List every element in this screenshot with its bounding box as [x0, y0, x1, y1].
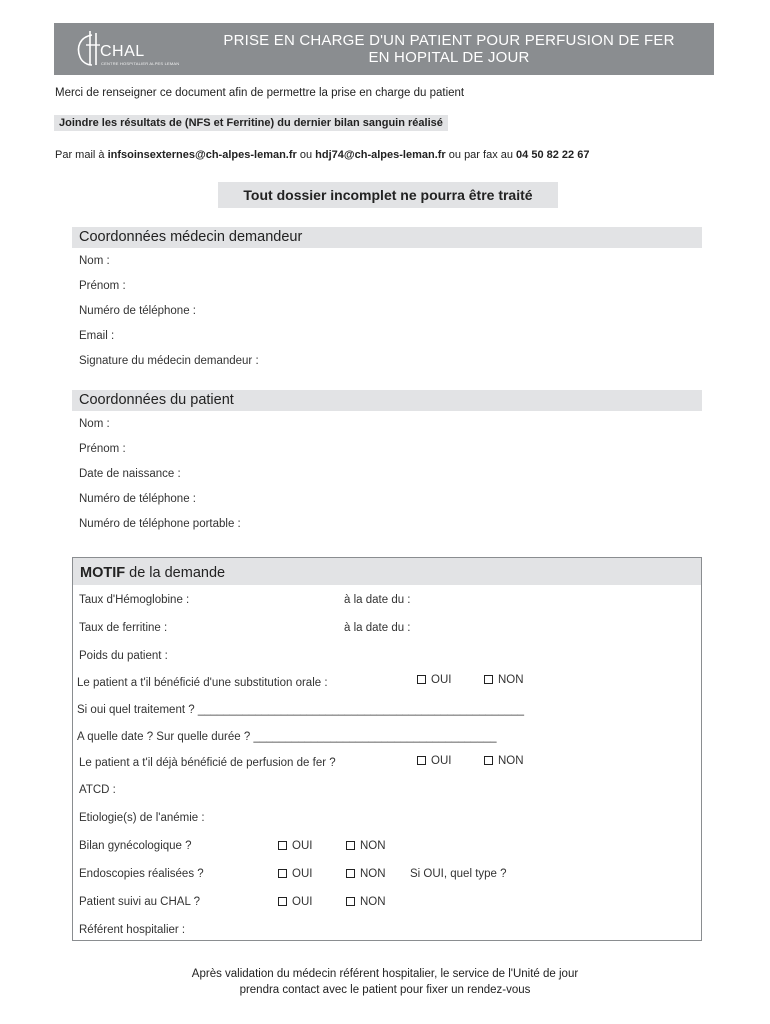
document-header [54, 23, 714, 75]
checkbox-icon[interactable] [278, 869, 287, 878]
checkbox-icon[interactable] [278, 841, 287, 850]
perfusion-non-option[interactable]: NON [484, 755, 524, 767]
suivi-oui-option[interactable]: OUI [278, 896, 312, 908]
perfusion-oui-option[interactable]: OUI [417, 755, 451, 767]
medecin-email-field[interactable]: Email : [79, 330, 115, 342]
etiologie-field[interactable]: Etiologie(s) de l'anémie : [79, 812, 205, 824]
checkbox-icon[interactable] [346, 897, 355, 906]
ferritine-date-field[interactable]: à la date du : [344, 622, 411, 634]
endoscopies-question: Endoscopies réalisées ? [79, 868, 204, 880]
substitution-oui-option[interactable]: OUI [417, 674, 451, 686]
bilan-non-option[interactable]: NON [346, 840, 386, 852]
motif-section [72, 557, 702, 941]
checkbox-icon[interactable] [346, 841, 355, 850]
medecin-prenom-field[interactable]: Prénom : [79, 280, 126, 292]
page-title [194, 32, 704, 66]
suivi-non-option[interactable]: NON [346, 896, 386, 908]
fax-number: 04 50 82 22 67 [516, 149, 590, 161]
email-link-1[interactable]: infsoinsexternes@ch-alpes-leman.fr [107, 149, 297, 161]
logo-subtitle: CENTRE HOSPITALIER ALPES LEMAN [101, 61, 180, 66]
substitution-non-option[interactable]: NON [484, 674, 524, 686]
checkbox-icon[interactable] [484, 675, 493, 684]
endoscopies-type-field[interactable]: Si OUI, quel type ? [410, 868, 507, 880]
endoscopies-oui-option[interactable]: OUI [278, 868, 312, 880]
traitement-field[interactable]: Si oui quel traitement ? ___________________________________________________ [77, 704, 525, 716]
patient-nom-field[interactable]: Nom : [79, 418, 110, 430]
footer-line-2: prendra contact avec le patient pour fixer un rendez-vous [239, 984, 531, 996]
contact-prefix: Par mail à [55, 149, 108, 161]
title-line-1: PRISE EN CHARGE D'UN PATIENT POUR PERFUSION DE FER [223, 32, 675, 49]
medecin-telephone-field[interactable]: Numéro de téléphone : [79, 305, 196, 317]
checkbox-icon[interactable] [346, 869, 355, 878]
chal-logo [70, 29, 180, 69]
logo-name: CHAL [100, 43, 145, 60]
patient-naissance-field[interactable]: Date de naissance : [79, 468, 181, 480]
medecin-signature-field[interactable]: Signature du médecin demandeur : [79, 355, 259, 367]
motif-title: MOTIF de la demande [73, 558, 701, 585]
email-link-2[interactable]: hdj74@ch-alpes-leman.fr [315, 149, 446, 161]
medecin-nom-field[interactable]: Nom : [79, 255, 110, 267]
bilan-question: Bilan gynécologique ? [79, 840, 192, 852]
incomplete-warning: Tout dossier incomplet ne pourra être traité [218, 182, 558, 208]
substitution-question: Le patient a t'il bénéficié d'une substitution orale : [77, 677, 328, 689]
atcd-field[interactable]: ATCD : [79, 784, 116, 796]
intro-text: Merci de renseigner ce document afin de permettre la prise en charge du patient [55, 87, 465, 99]
checkbox-icon[interactable] [278, 897, 287, 906]
footer-line-1: Après validation du médecin référent hospitalier, le service de l'Unité de jour [191, 968, 579, 980]
poids-field[interactable]: Poids du patient : [79, 650, 168, 662]
perfusion-question: Le patient a t'il déjà bénéficié de perfusion de fer ? [79, 757, 336, 769]
attach-note: Joindre les résultats de (NFS et Ferritine) du dernier bilan sanguin réalisé [54, 115, 448, 131]
patient-telephone-field[interactable]: Numéro de téléphone : [79, 493, 196, 505]
hemoglobine-date-field[interactable]: à la date du : [344, 594, 411, 606]
checkbox-icon[interactable] [484, 756, 493, 765]
patient-prenom-field[interactable]: Prénom : [79, 443, 126, 455]
suivi-question: Patient suivi au CHAL ? [79, 896, 201, 908]
section-medecin-title: Coordonnées médecin demandeur [72, 227, 702, 248]
contact-fax-text: ou par fax au [445, 149, 517, 161]
checkbox-icon[interactable] [417, 756, 426, 765]
patient-portable-field[interactable]: Numéro de téléphone portable : [79, 518, 241, 530]
contact-sep: ou [296, 149, 316, 161]
title-line-2: EN HOPITAL DE JOUR [368, 49, 530, 66]
section-patient-title: Coordonnées du patient [72, 390, 702, 411]
referent-field[interactable]: Référent hospitalier : [79, 924, 186, 936]
endoscopies-non-option[interactable]: NON [346, 868, 386, 880]
contact-line [55, 149, 589, 161]
hemoglobine-field[interactable]: Taux d'Hémoglobine : [79, 594, 190, 606]
checkbox-icon[interactable] [417, 675, 426, 684]
footer-note [120, 966, 650, 998]
date-duree-field[interactable]: A quelle date ? Sur quelle durée ? ______________________________________ [77, 731, 497, 743]
ferritine-field[interactable]: Taux de ferritine : [79, 622, 168, 634]
bilan-oui-option[interactable]: OUI [278, 840, 312, 852]
